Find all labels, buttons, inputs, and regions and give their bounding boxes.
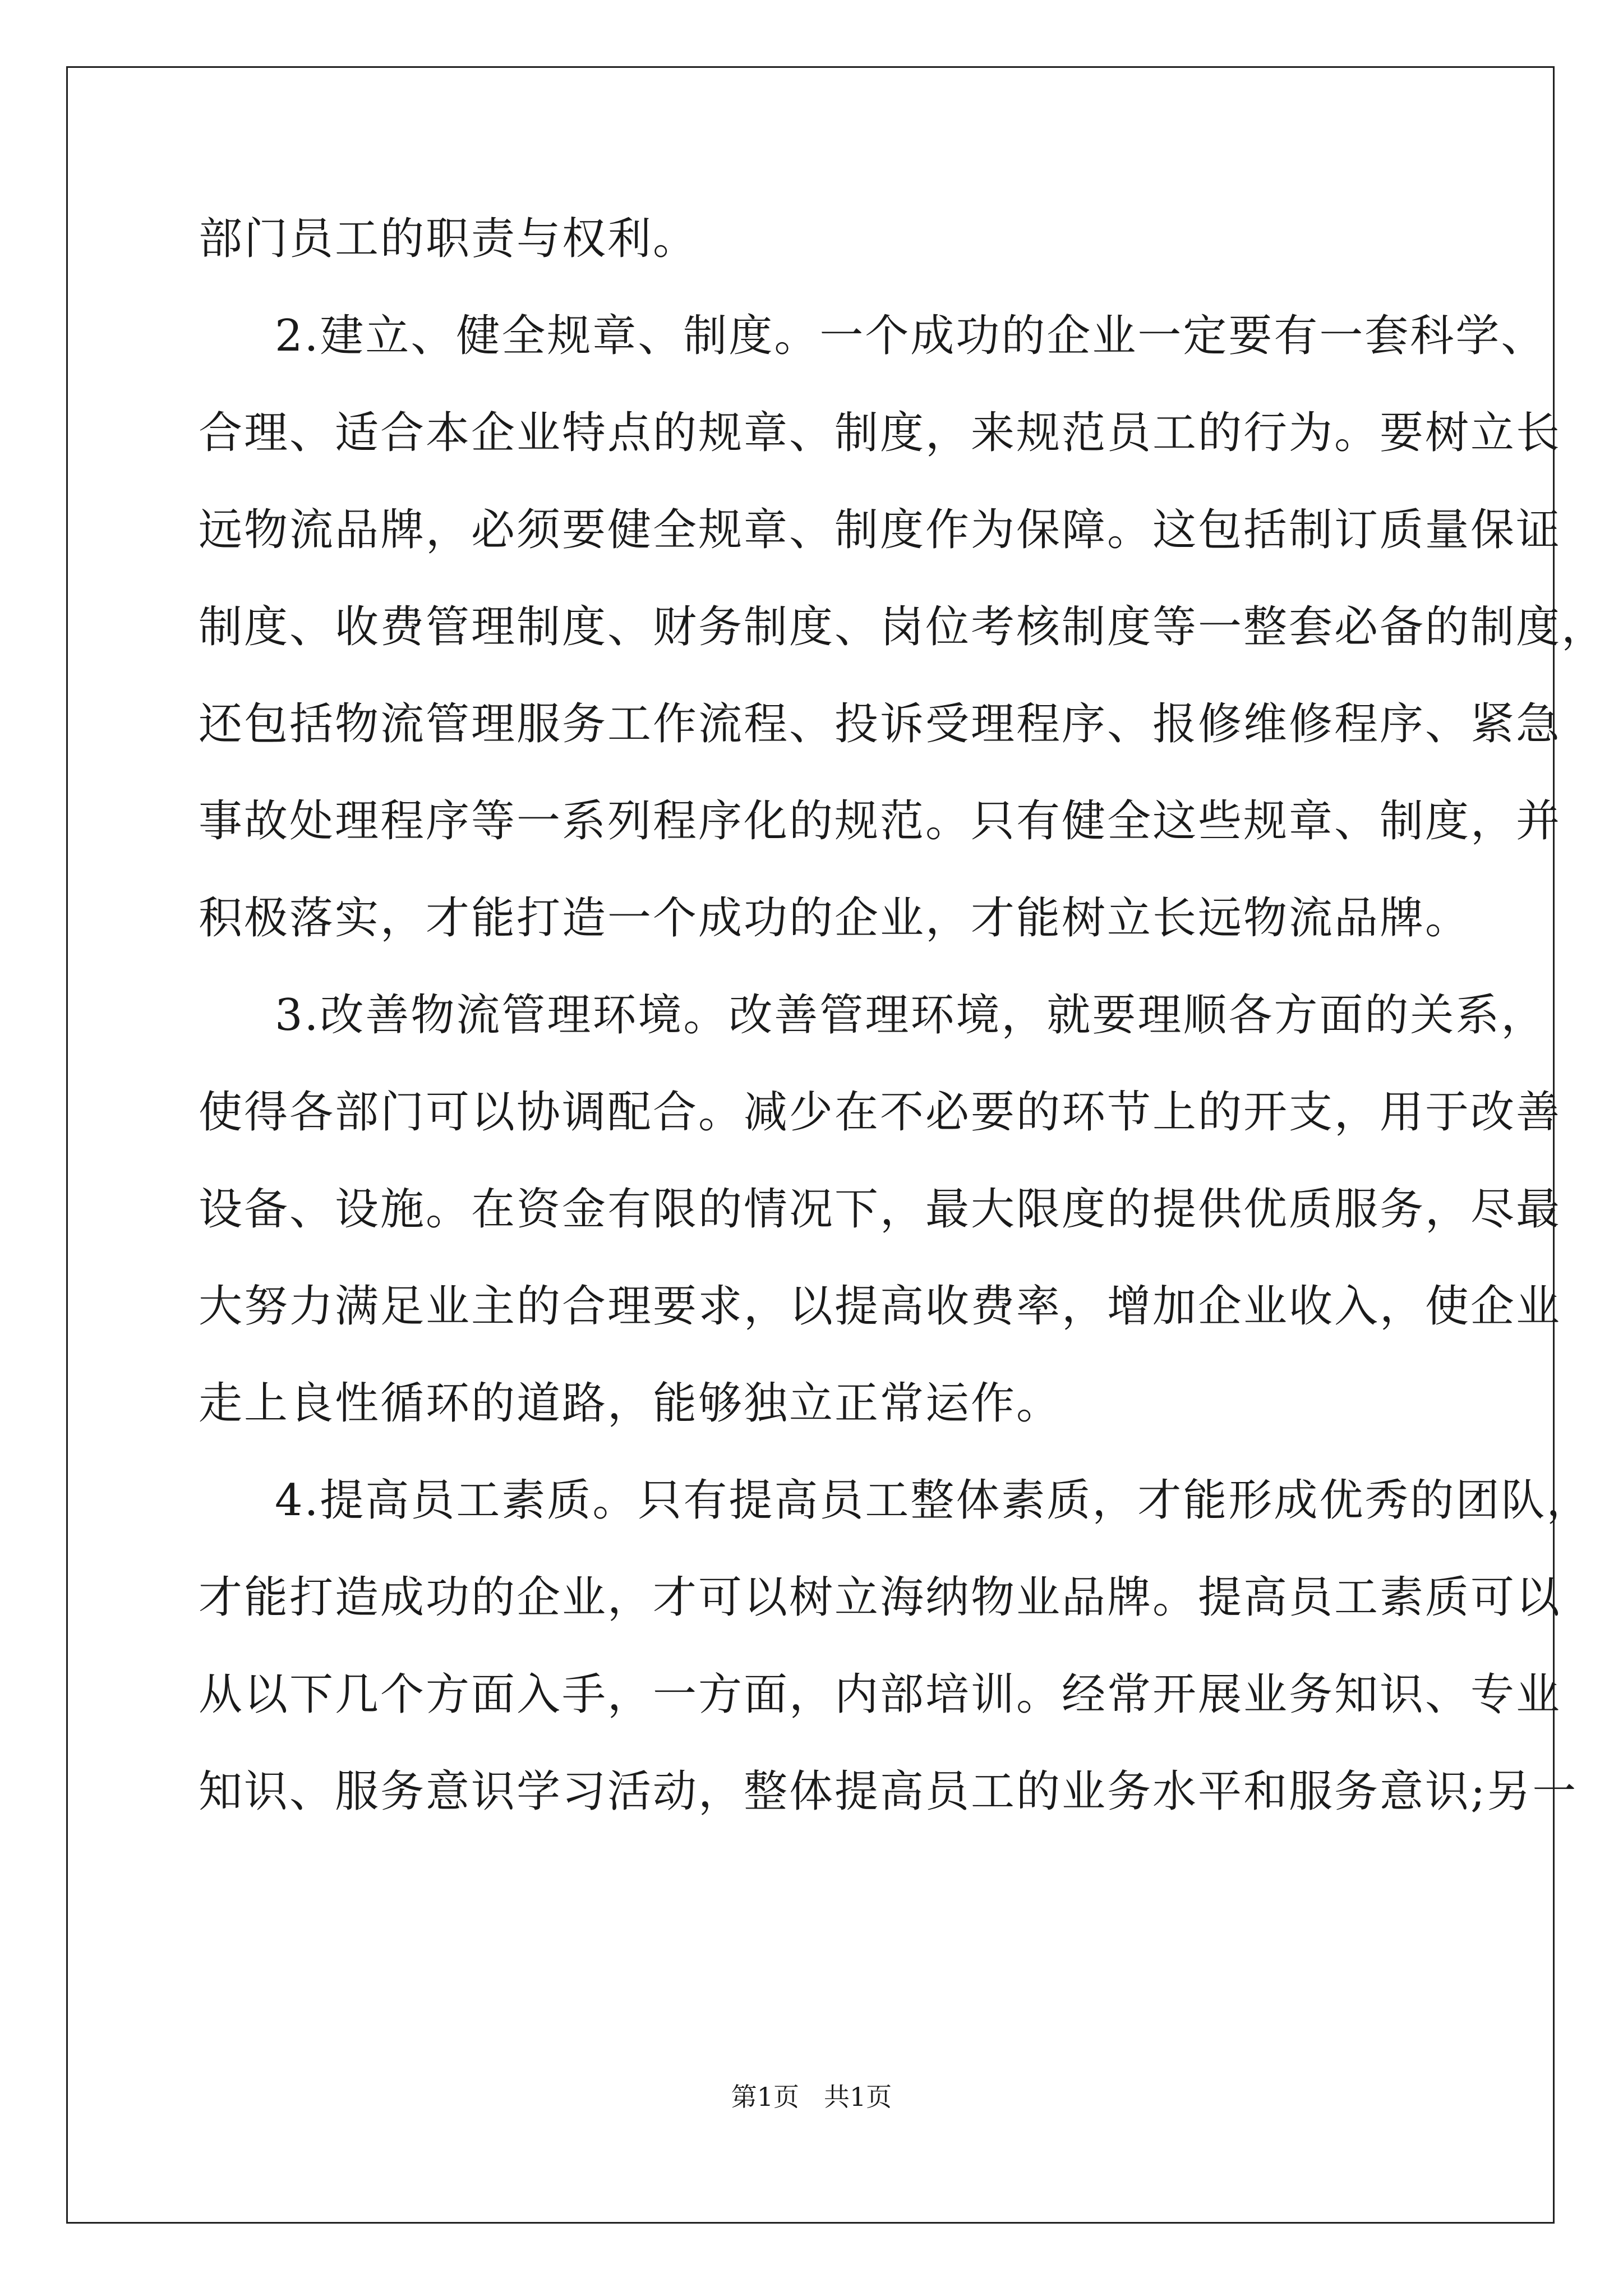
- text-line: 制度、收费管理制度、财务制度、岗位考核制度等一整套必备的制度，: [199, 602, 1607, 652]
- text-line: 3.改善物流管理环境。改善管理环境，就要理顺各方面的关系，: [275, 990, 1547, 1041]
- page-number: 第1页: [731, 2082, 800, 2112]
- text-line: 使得各部门可以协调配合。减少在不必要的环节上的开支，用于改善: [199, 1087, 1562, 1138]
- page-footer: [0, 2080, 1623, 2114]
- text-line: 才能打造成功的企业，才可以树立海纳物业品牌。提高员工素质可以: [199, 1572, 1562, 1623]
- text-line: 事故处理程序等一系列程序化的规范。只有健全这些规章、制度，并: [199, 796, 1562, 846]
- text-line: 大努力满足业主的合理要求，以提高收费率，增加企业收入，使企业: [199, 1281, 1562, 1332]
- text-line: 积极落实，才能打造一个成功的企业，才能树立长远物流品牌。: [199, 893, 1471, 944]
- document-body: [199, 191, 1607, 1841]
- text-line: 4.提高员工素质。只有提高员工整体素质，才能形成优秀的团队，: [275, 1475, 1592, 1526]
- text-line: 合理、适合本企业特点的规章、制度，来规范员工的行为。要树立长: [199, 408, 1562, 458]
- text-line: 从以下几个方面入手，一方面，内部培训。经常开展业务知识、专业: [199, 1669, 1562, 1720]
- text-line: 知识、服务意识学习活动，整体提高员工的业务水平和服务意识;另一: [199, 1766, 1578, 1817]
- text-line: 2.建立、健全规章、制度。一个成功的企业一定要有一套科学、: [275, 311, 1547, 361]
- text-line: 远物流品牌，必须要健全规章、制度作为保障。这包括制订质量保证: [199, 505, 1562, 555]
- text-line: 走上良性循环的道路，能够独立正常运作。: [199, 1378, 1062, 1429]
- page-total: 共1页: [823, 2082, 892, 2112]
- text-line: 还包括物流管理服务工作流程、投诉受理程序、报修维修程序、紧急: [199, 699, 1562, 749]
- text-line: 设备、设施。在资金有限的情况下，最大限度的提供优质服务，尽最: [199, 1184, 1562, 1235]
- text-line: 部门员工的职责与权利。: [199, 214, 699, 264]
